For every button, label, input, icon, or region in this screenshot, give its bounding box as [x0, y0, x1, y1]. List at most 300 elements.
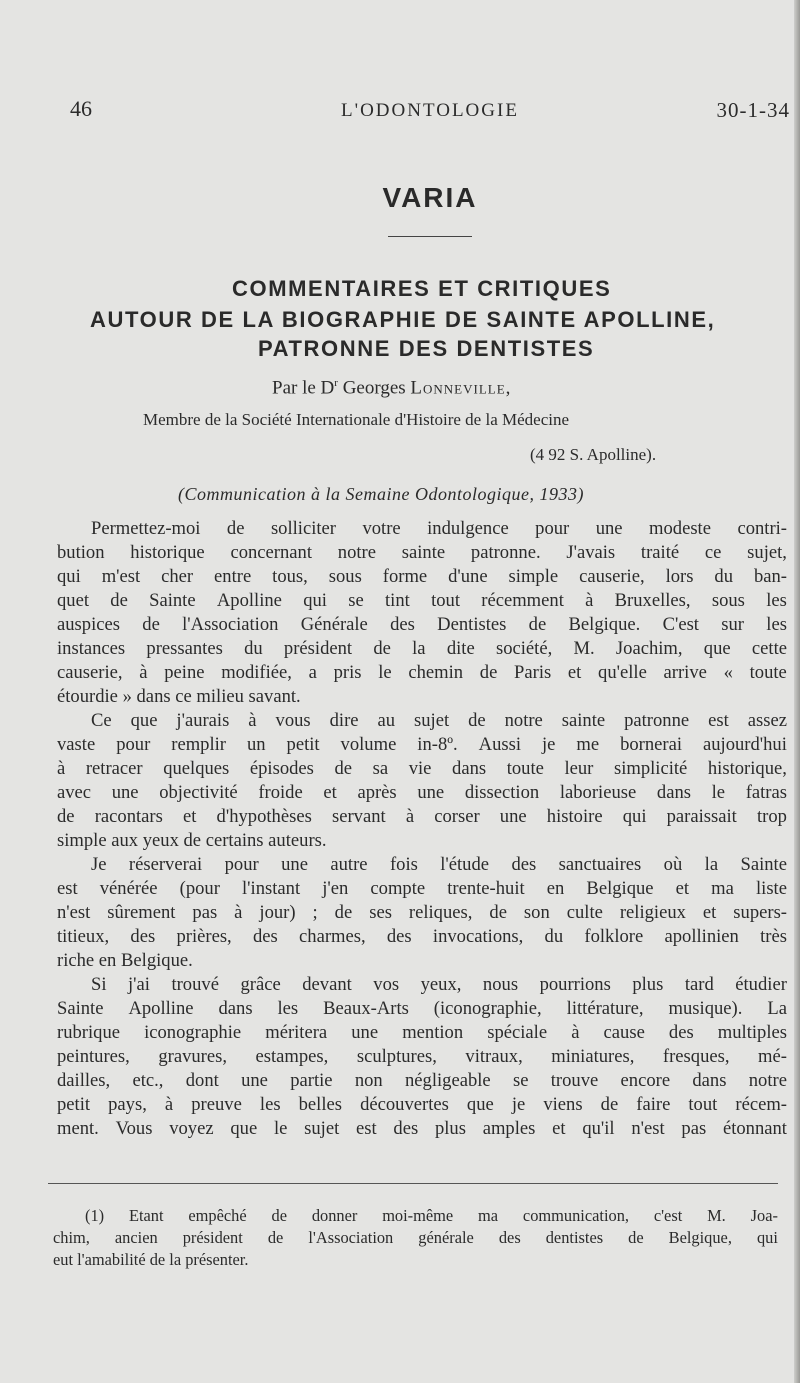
word: à [405, 806, 415, 827]
word: sous [328, 566, 362, 587]
word: président [283, 638, 353, 659]
word: toute [749, 662, 787, 683]
word: laborieuse [559, 782, 637, 803]
page-number: 46 [70, 96, 92, 121]
word: arrive [663, 662, 707, 683]
body-line: riche en Belgique. [57, 950, 193, 971]
word: du [714, 566, 733, 587]
word: d'une [448, 566, 488, 587]
word: jour) [259, 902, 296, 923]
word: pays, [108, 1094, 147, 1115]
word: in-8º. [417, 734, 458, 755]
word: M. [573, 638, 595, 659]
word: historique, [707, 758, 787, 779]
communication-note: (Communication à la Semaine Odontologique, 1933) [178, 484, 584, 504]
word: est [57, 878, 78, 899]
body-line [57, 1093, 787, 1117]
word: en [546, 878, 565, 899]
word: notre [504, 710, 543, 731]
word: servant [331, 806, 386, 827]
word: empêché [188, 1206, 247, 1225]
body-line [57, 901, 787, 925]
word: devant [302, 974, 352, 995]
word: de [528, 614, 547, 635]
word: cher [161, 566, 194, 587]
word: je [511, 1094, 526, 1115]
word: patronne [624, 710, 690, 731]
word: de [110, 590, 128, 611]
word: modeste [649, 518, 711, 539]
word: une [417, 782, 445, 803]
word: dans [656, 782, 691, 803]
word: pris [333, 662, 362, 683]
word: trouve [550, 1070, 599, 1091]
word: etc., [132, 1070, 164, 1091]
word: sainte [401, 542, 446, 563]
word: traité [640, 542, 680, 563]
body-line [57, 1069, 787, 1093]
word: ma [478, 1206, 499, 1225]
word: dailles, [57, 1070, 111, 1091]
word: ; [312, 902, 318, 923]
word: pour [224, 854, 259, 875]
word: peine [164, 662, 205, 683]
word: quelques [163, 758, 230, 779]
word: Joa- [750, 1206, 778, 1225]
author-affiliation: Membre de la Société Internationale d'Histoire de la Médecine [143, 410, 570, 429]
word: de [600, 1094, 619, 1115]
word: dans [692, 1070, 727, 1091]
word: le [378, 662, 392, 683]
word: miniatures, [551, 1046, 635, 1067]
word: négligeable [404, 1070, 491, 1091]
word: Bruxelles, [614, 590, 691, 611]
word: toute [506, 758, 544, 779]
word: Etant [128, 1206, 164, 1225]
word: vie [408, 758, 432, 779]
word: contri- [737, 518, 787, 539]
word: peintures, [57, 1046, 130, 1067]
word: et [323, 782, 337, 803]
word: Si [91, 974, 107, 995]
word: société, [495, 638, 553, 659]
word: reliques, [408, 902, 473, 923]
word: auspices [57, 614, 120, 635]
word: que [703, 638, 731, 659]
running-header [70, 96, 790, 126]
word: Je [91, 854, 107, 875]
word: Apolline [128, 998, 194, 1019]
word: ma [711, 878, 734, 899]
word: modifiée, [221, 662, 292, 683]
word: se [512, 1070, 529, 1091]
word: corser [434, 806, 480, 827]
word: de [334, 902, 353, 923]
section-rule [388, 236, 472, 237]
word: plus [632, 974, 664, 995]
word: causerie, [57, 662, 123, 683]
word: la [704, 854, 719, 875]
word: tout [688, 1094, 718, 1115]
word: président [182, 1228, 243, 1247]
word: découvertes [360, 1094, 449, 1115]
word: de [271, 1206, 287, 1225]
word: des [130, 926, 156, 947]
word: notre [748, 1070, 787, 1091]
word: qui [303, 590, 327, 611]
word: et [675, 878, 690, 899]
body-line [57, 805, 787, 829]
word: apollinien [664, 926, 739, 947]
word: les [277, 998, 299, 1019]
word: est [356, 1118, 377, 1139]
body-line: étourdie » dans ce milieu savant. [57, 686, 301, 707]
word: La [767, 998, 787, 1019]
word: prières, [176, 926, 232, 947]
word: les [766, 614, 787, 635]
word: récem- [735, 1094, 787, 1115]
word: tous, [272, 566, 308, 587]
word: Générale [300, 614, 368, 635]
journal-title: L'ODONTOLOGIE [341, 100, 519, 121]
body-line [57, 853, 787, 877]
word: de [628, 1228, 644, 1247]
word: littérature, [566, 998, 644, 1019]
footnotes [53, 1205, 778, 1271]
word: récemment [481, 590, 564, 611]
word: qui [57, 566, 81, 587]
word: dite [446, 638, 475, 659]
saint-date: (4 92 S. Apolline). [530, 445, 657, 464]
word: pas [681, 1118, 707, 1139]
word: assez [747, 710, 787, 731]
word: un [246, 734, 266, 755]
article-title-line-3: PATRONNE DES DENTISTES [258, 336, 595, 361]
word: simple [508, 566, 559, 587]
word: du [544, 926, 564, 947]
word: à [248, 710, 257, 731]
word: yeux, [420, 974, 462, 995]
body-line [57, 661, 787, 685]
word: folklore [584, 926, 644, 947]
word: mé- [758, 1046, 787, 1067]
word: n'est [57, 902, 91, 923]
word: indulgence [427, 518, 509, 539]
word: l'Association [308, 1228, 394, 1247]
word: pressantes [146, 638, 223, 659]
byline-sup: r [334, 377, 338, 389]
word: historique [130, 542, 205, 563]
word: tout [431, 590, 460, 611]
word: chemin [408, 662, 464, 683]
word: Belgique. [568, 614, 641, 635]
word: à [585, 590, 594, 611]
word: pour [535, 518, 570, 539]
word: à [139, 662, 148, 683]
word: remplir [171, 734, 226, 755]
word: le [273, 1118, 288, 1139]
word: dont [185, 1070, 219, 1091]
word: Belgique, [668, 1228, 732, 1247]
word: Belgique [586, 878, 654, 899]
word: avec [57, 782, 92, 803]
word: a [308, 662, 317, 683]
word: supers- [733, 902, 787, 923]
word: du [244, 638, 263, 659]
article-title-line-1: COMMENTAIRES ET CRITIQUES [232, 276, 612, 301]
word: fresques, [662, 1046, 730, 1067]
word: les [259, 1094, 281, 1115]
word: l'instant [242, 878, 301, 899]
body-line [57, 973, 787, 997]
word: entre [214, 566, 252, 587]
word: sculptures, [356, 1046, 437, 1067]
word: votre [362, 518, 401, 539]
word: Permettez-moi [91, 518, 201, 539]
word: que [130, 710, 158, 731]
word: charmes, [299, 926, 366, 947]
word: compte [370, 878, 426, 899]
word: ses [369, 902, 392, 923]
body-line [57, 997, 787, 1021]
word: quet [57, 590, 90, 611]
footnote-line [53, 1227, 778, 1249]
word: étudier [735, 974, 787, 995]
word: sanctuaires [558, 854, 642, 875]
word: solliciter [270, 518, 336, 539]
word: n'est [631, 1118, 665, 1139]
word: faire [636, 1094, 671, 1115]
word: l'Association [182, 614, 279, 635]
word: viens [543, 1094, 583, 1115]
word: (pour [179, 878, 220, 899]
word: des [386, 926, 412, 947]
word: fatras [745, 782, 787, 803]
word: grâce [240, 974, 281, 995]
word: méritera [265, 1022, 328, 1043]
author-first-name: Georges [342, 377, 406, 399]
word: sainte [561, 710, 606, 731]
body-line [57, 589, 787, 613]
word: J'avais [566, 542, 616, 563]
word: sous [711, 590, 745, 611]
word: (iconographie, [433, 998, 542, 1019]
word: nous [482, 974, 519, 995]
word: à [571, 1022, 580, 1043]
word: je [541, 734, 556, 755]
word: « [723, 662, 733, 683]
word: vos [373, 974, 400, 995]
body-line [57, 565, 787, 589]
word: où [663, 854, 683, 875]
word: M. [707, 1206, 726, 1225]
word: rubrique [57, 1022, 120, 1043]
word: simplicité [613, 758, 688, 779]
word: froide [258, 782, 303, 803]
word: Sainte [57, 998, 104, 1019]
word: leur [564, 758, 594, 779]
word: le [711, 782, 726, 803]
word: au [377, 710, 396, 731]
word: paraissait [666, 806, 737, 827]
word: des [393, 1118, 419, 1139]
word: bornerai [620, 734, 683, 755]
author-byline [272, 377, 511, 399]
word: causerie, [579, 566, 645, 587]
word: générale [418, 1228, 474, 1247]
word: de [479, 662, 498, 683]
word: Sainte [149, 590, 196, 611]
word: histoire [546, 806, 603, 827]
word: des [390, 614, 415, 635]
word: qui [756, 1228, 778, 1247]
word: Joachim, [615, 638, 683, 659]
word: Dentistes [437, 614, 507, 635]
footnote-line: eut l'amabilité de la présenter. [53, 1250, 249, 1269]
word: pourrions [539, 974, 611, 995]
word: pas [192, 902, 218, 923]
word: trop [756, 806, 787, 827]
word: liste [755, 878, 787, 899]
word: une [351, 1022, 379, 1043]
word: des [252, 926, 278, 947]
word: une [499, 806, 527, 827]
word: des [498, 1228, 521, 1247]
word: une [241, 1070, 268, 1091]
word: sujet [414, 710, 450, 731]
word: dans [218, 998, 253, 1019]
word: et [182, 806, 197, 827]
word: chim, [53, 1228, 90, 1247]
word: notre [337, 542, 376, 563]
word: objectivité [159, 782, 238, 803]
word: lors [665, 566, 694, 587]
body-line [57, 925, 787, 949]
footnote-rule [48, 1183, 778, 1184]
word: autre [330, 854, 368, 875]
word: religieux [619, 902, 686, 923]
article-title-line-2: AUTOUR DE LA BIOGRAPHIE DE SAINTE APOLLINE, [90, 307, 716, 332]
word: racontars [94, 806, 163, 827]
word: dentistes [545, 1228, 604, 1247]
word: trouvé [171, 974, 219, 995]
word: étonnant [722, 1118, 787, 1139]
author-last-name: Lonneville, [410, 377, 512, 399]
section-heading: VARIA [382, 182, 478, 213]
word: que [230, 1118, 258, 1139]
body-line [57, 1117, 787, 1141]
word: Paris [514, 662, 552, 683]
word: retracer [85, 758, 143, 779]
word: mention [402, 1022, 464, 1043]
word: et [552, 1118, 566, 1139]
word: de [373, 638, 391, 659]
word: des [511, 854, 537, 875]
word: sujet [304, 1118, 340, 1139]
word: culte [566, 902, 603, 923]
word: vénérée [99, 878, 158, 899]
word: de [226, 518, 245, 539]
word: son [523, 902, 550, 923]
word: instances [57, 638, 126, 659]
word: réserverai [128, 854, 203, 875]
article-body [57, 517, 787, 1141]
word: dire [329, 710, 359, 731]
word: titieux, [57, 926, 110, 947]
word: c'est [653, 1206, 683, 1225]
word: de [142, 614, 160, 635]
word: Apolline [216, 590, 282, 611]
word: voyez [169, 1118, 214, 1139]
word: encore [620, 1070, 671, 1091]
word: j'aurais [176, 710, 230, 731]
word: trente-huit [447, 878, 525, 899]
word: pour [116, 734, 151, 755]
word: qu'il [582, 1118, 615, 1139]
word: Aussi [478, 734, 522, 755]
word: bution [57, 542, 105, 563]
word: et [567, 662, 582, 683]
body-line [57, 1045, 787, 1069]
word: ce [704, 542, 722, 563]
word: (1) [85, 1206, 105, 1225]
word: de [57, 806, 75, 827]
word: communication, [522, 1206, 629, 1225]
body-line [57, 637, 787, 661]
body-line [57, 541, 787, 565]
word: C'est [662, 614, 699, 635]
word: les [766, 590, 787, 611]
word: preuve [191, 1094, 242, 1115]
word: spéciale [487, 1022, 548, 1043]
word: à [57, 758, 66, 779]
word: de [468, 710, 486, 731]
word: partie [290, 1070, 333, 1091]
word: dans [452, 758, 487, 779]
word: non [354, 1070, 383, 1091]
word: fois [389, 854, 418, 875]
word: sûrement [107, 902, 176, 923]
word: tard [684, 974, 714, 995]
body-line [57, 877, 787, 901]
word: cette [751, 638, 787, 659]
word: se [348, 590, 364, 611]
word: des [668, 1022, 694, 1043]
byline-prefix: Par le D [272, 377, 335, 399]
word: j'ai [128, 974, 150, 995]
body-line: simple aux yeux de certains auteurs. [57, 830, 327, 851]
word: Sainte [740, 854, 787, 875]
word: sur [721, 614, 744, 635]
word: à [164, 1094, 174, 1115]
word: Ce [91, 710, 112, 731]
word: plus [434, 1118, 466, 1139]
word: aujourd'hui [702, 734, 787, 755]
word: cause [603, 1022, 645, 1043]
word: amples [482, 1118, 536, 1139]
body-line [57, 517, 787, 541]
word: belles [298, 1094, 342, 1115]
issue-date: 30-1-34 [716, 98, 790, 122]
word: donner [311, 1206, 358, 1225]
word: concernant [230, 542, 312, 563]
word: est [708, 710, 729, 731]
word: gravures, [158, 1046, 227, 1067]
word: très [760, 926, 787, 947]
word: ment. [57, 1118, 99, 1139]
word: sa [372, 758, 389, 779]
word: une [281, 854, 308, 875]
